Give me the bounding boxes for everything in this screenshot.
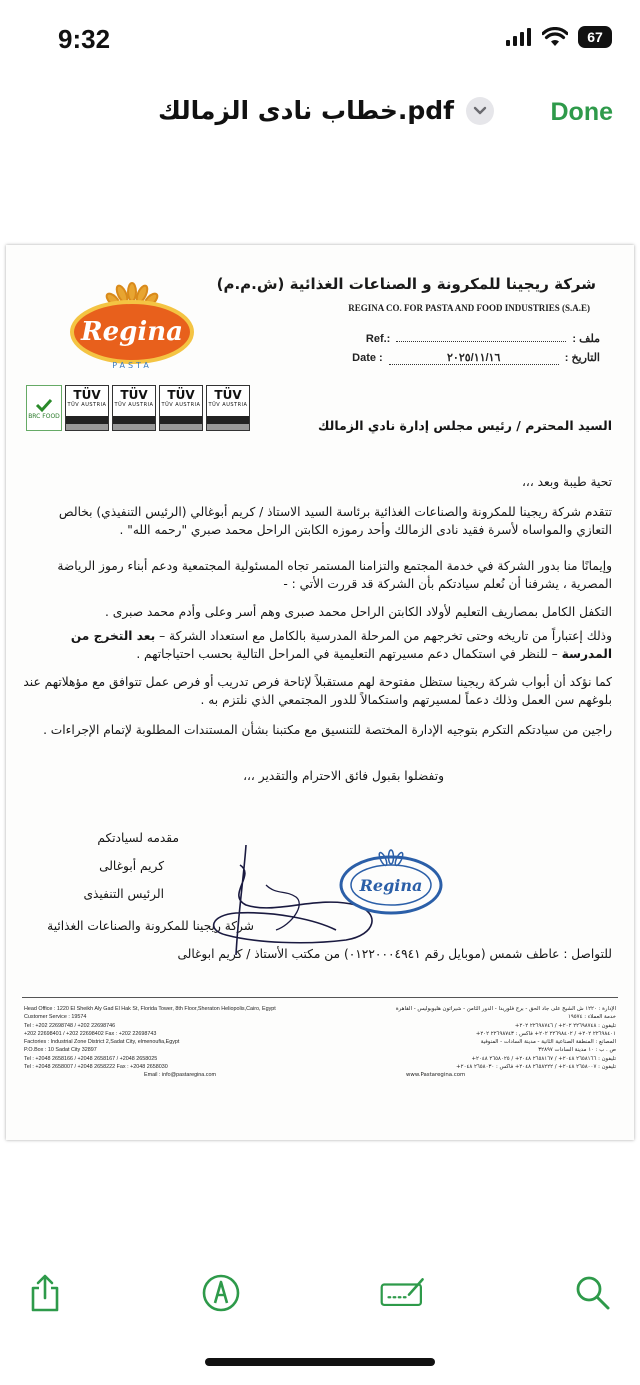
signature-button[interactable] [380, 1270, 426, 1316]
sign-company: شركة ريجينا للمكرونة والصناعات الغذائية [47, 919, 254, 933]
footer-contacts-ar: الإدارة : ١٢٢٠ ش الشيخ على جاد الحق - برج فلوريدا - الدور الثامن - شيراتون هليوبوليس - القاهرة خدمة العملاء : ١٩٥٧٤ تليفون : ٢٢٦٩٨٧٤٨ ٢٠٢+ / ٢٢٦٩٨٧٤٦ ٢٠٢+ ٢٢٦٩٨٤٠١ ٢٠٢+ / ٢٢٦٩٨٤٠٢ ٢٠٢+ فاكس : ٢٢٦٩٨٧٤٣ ٢٠٢+ المصانع : المنطقة الصناعية الثانية - مدينة السادات - المنوفية ص . ب : ١٠ مدينة السادات ٣٢٨٩٧ تليفون : ٢٦٥٨١٦٦ ٢٠٤٨+ / ٢٦٥٨١٦٧ ٢٠٤٨+ / ٢٦٥٨٠٢٥ ٢٠٤٨+ تليفون : ٢٦٥٨٠٠٧ ٢٠٤٨+ / ٢٦٥٨٢٢٢ ٢٠٤٨+ فاكس : ٢٦٥٨٠٣٠ ٢٠٤٨+ www.Pastaregina.com [395, 1006, 616, 1079]
tuv-badge: TÜV TÜV AUSTRIA [112, 385, 156, 431]
markup-icon [201, 1273, 241, 1313]
document-title[interactable]: خطاب نادى الزمالك.pdf [158, 96, 455, 125]
home-indicator[interactable] [205, 1358, 435, 1366]
logo-sub: PASTA [112, 361, 152, 370]
paragraph-4-emphasis: بعد التخرج من المدرسة [70, 629, 612, 661]
paragraph-2: وإيمانًا منا بدور الشركة في خدمة المجتمع والتزامنا المستمر تجاه المسئولية المجتمعية ودعم أبناء رموز الرياضة المصرية ، يشرفنا أن نُعلم سيادتكم بأن الشركة قد قررت الأتي : - [57, 559, 612, 591]
footer-contacts-en: Head Office : 1220 El Sheikh Aly Gad El Hak St, Florida Tower, 8th Floor,Sheraton Heliopolis,Cairo, Egypt Customer Service : 19574 Tel : +202 22698748 / +202 22698746 +202 22698401 / +202 22698402 Fax : +202 22698743 Factories : Industrial Zone District 2,Sadat City, elmenoufia,Egypt P.O.Box : 10 Sadat City 32897 Tel : +2048 2658166 / +2048 2658167 / +2048 2658025 Tel : +2048 2658007 / +2048 2658222 Fax : +2048 2658030 Email : info@pastaregina.com [24, 1006, 276, 1079]
pdf-viewer[interactable] [0, 150, 640, 1240]
regina-logo [66, 270, 198, 370]
document-title-group[interactable] [158, 96, 494, 125]
ref-label-en: Ref.: [365, 333, 391, 345]
sign-title: الرئيس التنفيذى [83, 887, 164, 901]
ref-line [366, 331, 600, 345]
battery-icon: 67 [578, 26, 612, 48]
sign-name: كريم أبوغالى [99, 859, 164, 873]
share-button[interactable] [22, 1270, 68, 1316]
addressee: السيد المحترم / رئيس مجلس إدارة نادي الزمالك [318, 418, 612, 433]
share-icon [28, 1273, 62, 1313]
ref-dots [396, 331, 566, 342]
contact-line: للتواصل : عاطف شمس (موبايل رقم ٠١٢٢٠٠٠٤٩٤١) من مكتب الأستاذ / كريم ابوغالى [177, 947, 612, 961]
paragraph-5: كما نؤكد أن أبواب شركة ريجينا ستظل مفتوحة لهم مستقبلاً لإتاحة فرص تدريب أو فرص عمل تتوافق مع مؤهلاتهم عند بلوغهم سن العمل وذلك دعماً لمسيرتهم واستكمالاً للدور المجتمعي الذي نلتزم به . [23, 675, 612, 707]
greeting: تحية طيبة وبعد ،،، [521, 475, 612, 489]
paragraph-1: تتقدم شركة ريجينا للمكرونة والصناعات الغذائية برئاسة السيد الاستاذ / كريم أبوغالي (الرئيس التنفيذي) بخالص التعازي والمواساه لأسرة فقيد نادى الزمالك وأحد رموزه الكابتن الراحل محمد صبري "رحمه الله" . [58, 505, 612, 537]
tuv-badge: TÜV TÜV AUSTRIA [65, 385, 109, 431]
company-name-en: REGINA CO. FOR PASTA AND FOOD INDUSTRIES (S.A.E) [348, 303, 590, 313]
sign-intro: مقدمه لسيادتكم [97, 831, 179, 845]
nav-bar [0, 86, 640, 142]
status-icons [506, 26, 612, 48]
paragraph-6: راجين من سيادتكم التكرم بتوجيه الإدارة المختصة للتنسيق مع مكتبنا بشأن المستندات المطلوبة لإتمام الإجراءات . [43, 723, 612, 737]
closing: وتفضلوا بقبول فائق الاحترام والتقدير ،،، [243, 769, 444, 783]
paragraph-4: وذلك إعتباراً من تاريخه وحتى تخرجهم من المرحلة المدرسية بالكامل مع استعداد الشركة – بعد التخرج من المدرسة – للنظر في استكمال دعم مسيرتهم التعليمية في المراحل التالية بحسب احتياجاتهم . [70, 629, 612, 661]
chevron-down-icon[interactable] [466, 97, 494, 125]
pdf-page [6, 245, 634, 1140]
brc-badge: BRC FOOD [26, 385, 62, 431]
status-bar [0, 0, 640, 80]
markup-button[interactable] [198, 1270, 244, 1316]
ref-label-ar: : ملف [572, 333, 600, 345]
date-line [352, 351, 600, 365]
svg-text:Regina: Regina [359, 876, 423, 895]
status-time: 9:32 [58, 24, 111, 54]
signal-icon [506, 28, 532, 46]
tuv-badge: TÜV TÜV AUSTRIA [159, 385, 203, 431]
done-button[interactable]: Done [550, 98, 613, 126]
company-name-ar: شركة ريجينا للمكرونة و الصناعات الغذائية (ش.م.م) [216, 275, 596, 293]
date-label-en: Date : [352, 352, 383, 364]
wifi-icon [542, 27, 568, 47]
date-label-ar: : التاريخ [564, 352, 600, 364]
date-value: ٢٠٢٥/١١/١٦ [389, 351, 559, 365]
tuv-badge: TÜV TÜV AUSTRIA [206, 385, 250, 431]
company-stamp [336, 845, 446, 920]
paragraph-3: التكفل الكامل بمصاريف التعليم لأولاد الكابتن الراحل محمد صبرى وهم أسر وعلى وأدم محمد صبرى . [105, 605, 612, 619]
search-icon [574, 1274, 612, 1312]
bottom-toolbar [0, 1250, 640, 1330]
signature-icon [380, 1273, 426, 1313]
footer-divider [22, 997, 618, 998]
logo-text: Regina [81, 317, 183, 347]
search-button[interactable] [570, 1270, 616, 1316]
